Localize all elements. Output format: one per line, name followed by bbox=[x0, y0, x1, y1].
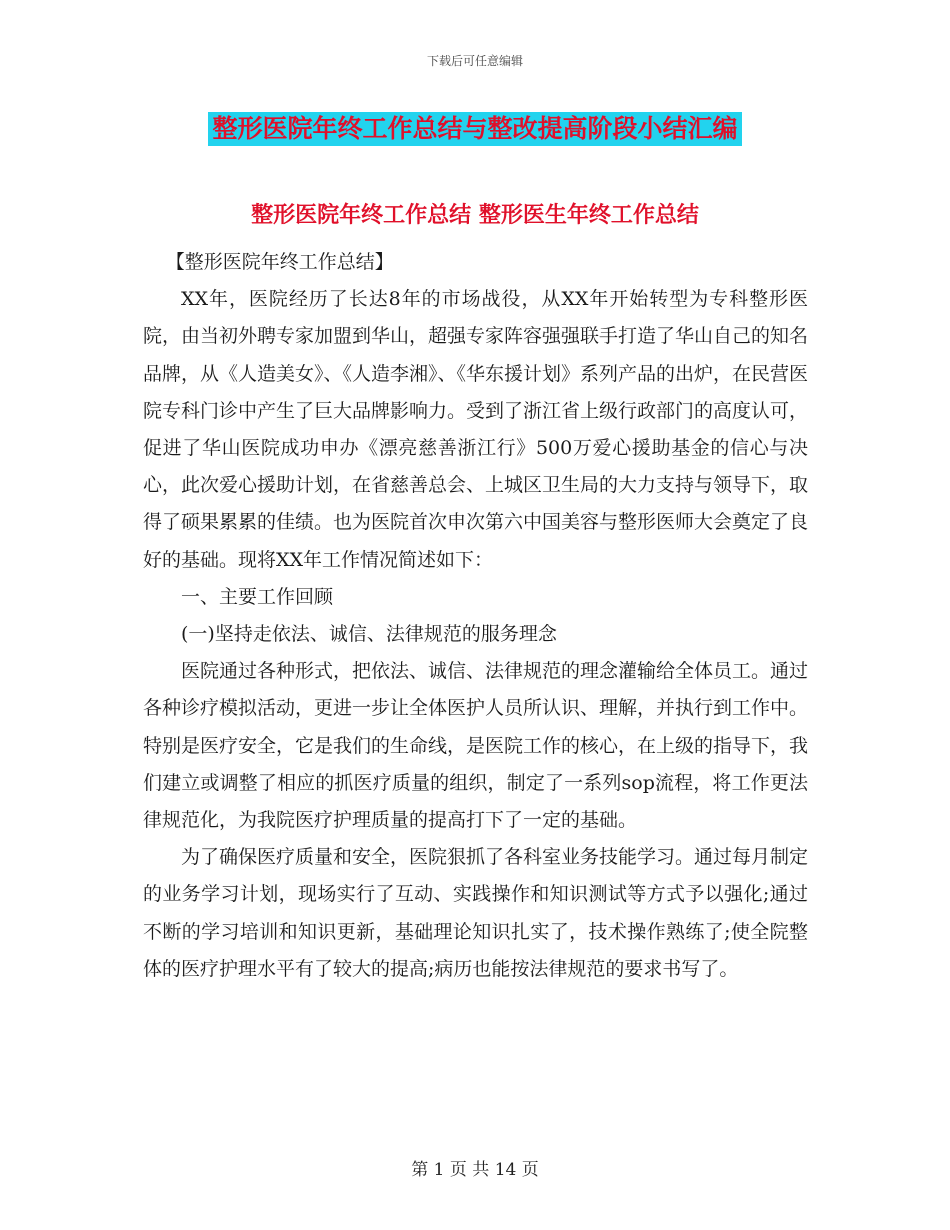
document-body bbox=[143, 244, 808, 988]
paragraph-quality-safety: 为了确保医疗质量和安全，医院狠抓了各科室业务技能学习。通过每月制定的业务学习计划，现场实行了互动、实践操作和知识测试等方式予以强化;通过不断的学习培训和知识更新，基础理论知识扎实了，技术操作熟练了;使全院整体的医疗护理水平有了较大的提高;病历也能按法律规范的要求书写了。 bbox=[143, 846, 809, 980]
heading-main-work-review: 一、主要工作回顾 bbox=[181, 585, 334, 608]
main-title-container bbox=[0, 112, 950, 146]
sub-title: 整形医院年终工作总结 整形医生年终工作总结 bbox=[251, 203, 699, 228]
section-label: 【整形医院年终工作总结】 bbox=[165, 251, 394, 273]
paragraph-legal-concept: 医院通过各种形式，把依法、诚信、法律规范的理念灌输给全体员工。通过各种诊疗模拟活动，更进一步让全体医护人员所认识、理解，并执行到工作中。特别是医疗安全，它是我们的生命线，是医院工作的核心，在上级的指导下，我们建立或调整了相应的抓医疗质量的组织，制定了一系列sop流程，将工作更法律规范化，为我院医疗护理质量的提高打下了一定的基础。 bbox=[143, 660, 809, 832]
paragraph-intro: XX年，医院经历了长达8年的市场战役，从XX年开始转型为专科整形医院，由当初外聘专家加盟到华山，超强专家阵容强强联手打造了华山自己的知名品牌，从《人造美女》、《人造李湘》、《华东援计划》系列产品的出炉，在民营医院专科门诊中产生了巨大品牌影响力。受到了浙江省上级行政部门的高度认可，促进了华山医院成功申办《漂亮慈善浙江行》500万爱心援助基金的信心与决心，此次爱心援助计划，在省慈善总会、上城区卫生局的大力支持与领导下，取得了硕果累累的佳绩。也为医院首次申次第六中国美容与整形医师大会奠定了良好的基础。现将XX年工作情况简述如下： bbox=[143, 288, 809, 571]
page-footer-number: 第 1 页 共 14 页 bbox=[411, 1160, 539, 1180]
page-header-note: 下载后可任意编辑 bbox=[426, 54, 523, 68]
heading-service-concept: (一)坚持走依法、诚信、法律规范的服务理念 bbox=[181, 623, 557, 646]
main-title: 整形医院年终工作总结与整改提高阶段小结汇编 bbox=[208, 112, 741, 146]
